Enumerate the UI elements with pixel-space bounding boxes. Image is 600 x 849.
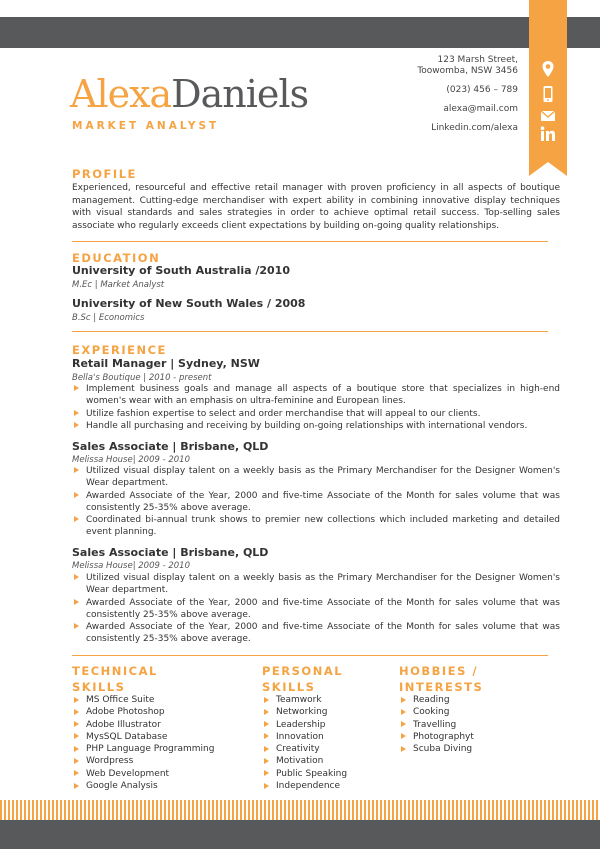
list-item: Utilize fashion expertise to select and order merchandise that will appeal to our clients. bbox=[72, 408, 560, 420]
bullet-arrow-icon bbox=[74, 574, 79, 580]
footer-bar bbox=[0, 820, 600, 849]
linkedin-icon bbox=[538, 124, 558, 144]
list-item: Adobe Illustrator bbox=[72, 719, 214, 731]
list-item: MS Office Suite bbox=[72, 694, 214, 706]
contact-ribbon bbox=[529, 0, 567, 162]
list-item: Networking bbox=[262, 706, 347, 718]
bullet-arrow-icon bbox=[264, 709, 269, 715]
divider bbox=[72, 241, 548, 242]
job-title: MARKET ANALYST bbox=[72, 120, 220, 132]
bullet-arrow-icon bbox=[74, 410, 79, 416]
bullet-arrow-icon bbox=[264, 721, 269, 727]
list-item: Wordpress bbox=[72, 755, 214, 767]
list-item: Creativity bbox=[262, 743, 347, 755]
email-address[interactable]: alexa@mail.com bbox=[443, 104, 518, 114]
personal-skills-list bbox=[262, 694, 347, 792]
list-item: MysSQL Database bbox=[72, 731, 214, 743]
education-heading: EDUCATION bbox=[72, 251, 161, 265]
bullet-arrow-icon bbox=[74, 599, 79, 605]
job-bullets bbox=[72, 383, 560, 432]
list-item: Teamwork bbox=[262, 694, 347, 706]
bullet-arrow-icon bbox=[401, 733, 406, 739]
list-item: Google Analysis bbox=[72, 780, 214, 792]
technical-skills-heading: TECHNICAL SKILLS bbox=[72, 664, 158, 694]
email-icon bbox=[538, 106, 558, 126]
bullet-arrow-icon bbox=[74, 758, 79, 764]
list-item: Innovation bbox=[262, 731, 347, 743]
linkedin-url[interactable]: Linkedin.com/alexa bbox=[431, 123, 518, 133]
profile-heading: PROFILE bbox=[72, 167, 137, 181]
education-school: University of South Australia /2010 bbox=[72, 264, 290, 277]
job-meta: Melissa House| 2009 - 2010 bbox=[72, 561, 190, 571]
list-item: Cooking bbox=[399, 706, 474, 718]
list-item: Travelling bbox=[399, 719, 474, 731]
bullet-arrow-icon bbox=[401, 746, 406, 752]
bullet-arrow-icon bbox=[74, 422, 79, 428]
job-role: Sales Associate | Brisbane, QLD bbox=[72, 440, 269, 453]
divider bbox=[72, 655, 548, 656]
list-item: Implement business goals and manage all aspects of a boutique store that specializes in high-end women's wear with an emphasis on ultra-feminine and European lines. bbox=[72, 383, 560, 408]
bullet-arrow-icon bbox=[74, 746, 79, 752]
bullet-arrow-icon bbox=[74, 492, 79, 498]
phone-number: (023) 456 – 789 bbox=[446, 85, 518, 95]
bullet-arrow-icon bbox=[74, 697, 79, 703]
bullet-arrow-icon bbox=[264, 697, 269, 703]
list-item: Utilized visual display talent on a weekly basis as the Primary Merchandiser for the Designer Women's Wear department. bbox=[72, 572, 560, 597]
bullet-arrow-icon bbox=[74, 721, 79, 727]
address-line-2: Toowomba, NSW 3456 bbox=[417, 66, 518, 76]
bullet-arrow-icon bbox=[74, 385, 79, 391]
bullet-arrow-icon bbox=[264, 733, 269, 739]
last-name: Daniels bbox=[171, 72, 309, 116]
education-school: University of New South Wales / 2008 bbox=[72, 297, 306, 310]
bullet-arrow-icon bbox=[74, 467, 79, 473]
job-meta: Melissa House| 2009 - 2010 bbox=[72, 455, 190, 465]
list-item: Utilized visual display talent on a weekly basis as the Primary Merchandiser for the Designer Women's Wear department. bbox=[72, 465, 560, 490]
bullet-arrow-icon bbox=[401, 709, 406, 715]
list-item: Photographyt bbox=[399, 731, 474, 743]
list-item: Adobe Photoshop bbox=[72, 706, 214, 718]
bullet-arrow-icon bbox=[74, 516, 79, 522]
list-item: Awarded Associate of the Year, 2000 and five-time Associate of the Month for sales volume that was consistently 25-35% above average. bbox=[72, 597, 560, 622]
phone-icon bbox=[538, 84, 558, 104]
job-bullets bbox=[72, 572, 560, 646]
list-item: Web Development bbox=[72, 768, 214, 780]
bullet-arrow-icon bbox=[74, 770, 79, 776]
map-pin-icon bbox=[538, 59, 558, 79]
job-role: Retail Manager | Sydney, NSW bbox=[72, 357, 260, 370]
list-item: PHP Language Programming bbox=[72, 743, 214, 755]
education-degree: M.Ec | Market Analyst bbox=[72, 280, 165, 290]
bullet-arrow-icon bbox=[74, 709, 79, 715]
bullet-arrow-icon bbox=[264, 758, 269, 764]
profile-text: Experienced, resourceful and effective retail manager with proven proficiency in all aspects of boutique management. Cutting-edge merchandiser with expert ability in combining innovative display techniques with visual standards and sales strategies in order to achieve optimal retail success. Top-selling sales associate who regularly exceeds client expectations by building on-going quality relationships. bbox=[72, 183, 560, 231]
bullet-arrow-icon bbox=[264, 770, 269, 776]
list-item: Scuba Diving bbox=[399, 743, 474, 755]
personal-skills-heading: PERSONAL SKILLS bbox=[262, 664, 344, 694]
candidate-name bbox=[70, 68, 308, 120]
list-item: Leadership bbox=[262, 719, 347, 731]
list-item: Reading bbox=[399, 694, 474, 706]
bullet-arrow-icon bbox=[74, 623, 79, 629]
bullet-arrow-icon bbox=[401, 721, 406, 727]
contact-block bbox=[417, 55, 518, 134]
hobbies-list bbox=[399, 694, 474, 755]
job-role: Sales Associate | Brisbane, QLD bbox=[72, 546, 269, 559]
list-item: Independence bbox=[262, 780, 347, 792]
bullet-arrow-icon bbox=[264, 783, 269, 789]
bullet-arrow-icon bbox=[264, 746, 269, 752]
job-bullets bbox=[72, 465, 560, 539]
bullet-arrow-icon bbox=[74, 733, 79, 739]
bullet-arrow-icon bbox=[401, 697, 406, 703]
education-degree: B.Sc | Economics bbox=[72, 313, 145, 323]
experience-heading: EXPERIENCE bbox=[72, 343, 167, 357]
bullet-arrow-icon bbox=[74, 783, 79, 789]
list-item: Coordinated bi-annual trunk shows to premier new collections which included marketing and detailed event planning. bbox=[72, 514, 560, 539]
list-item: Public Speaking bbox=[262, 768, 347, 780]
address-line-1: 123 Marsh Street, bbox=[437, 55, 518, 65]
list-item: Awarded Associate of the Year, 2000 and five-time Associate of the Month for sales volume that was consistently 25-35% above average. bbox=[72, 621, 560, 646]
list-item: Motivation bbox=[262, 755, 347, 767]
first-name: Alexa bbox=[70, 72, 172, 116]
technical-skills-list bbox=[72, 694, 214, 792]
header-bar bbox=[0, 17, 600, 48]
hobbies-heading: HOBBIES / INTERESTS bbox=[399, 664, 484, 694]
list-item: Awarded Associate of the Year, 2000 and five-time Associate of the Month for sales volume that was consistently 25-35% above average. bbox=[72, 490, 560, 515]
footer-stripes bbox=[0, 800, 600, 820]
list-item: Handle all purchasing and receiving by building on-going relationships with international vendors. bbox=[72, 420, 560, 432]
job-meta: Bella's Boutique | 2010 - present bbox=[72, 373, 212, 383]
divider bbox=[72, 331, 548, 332]
